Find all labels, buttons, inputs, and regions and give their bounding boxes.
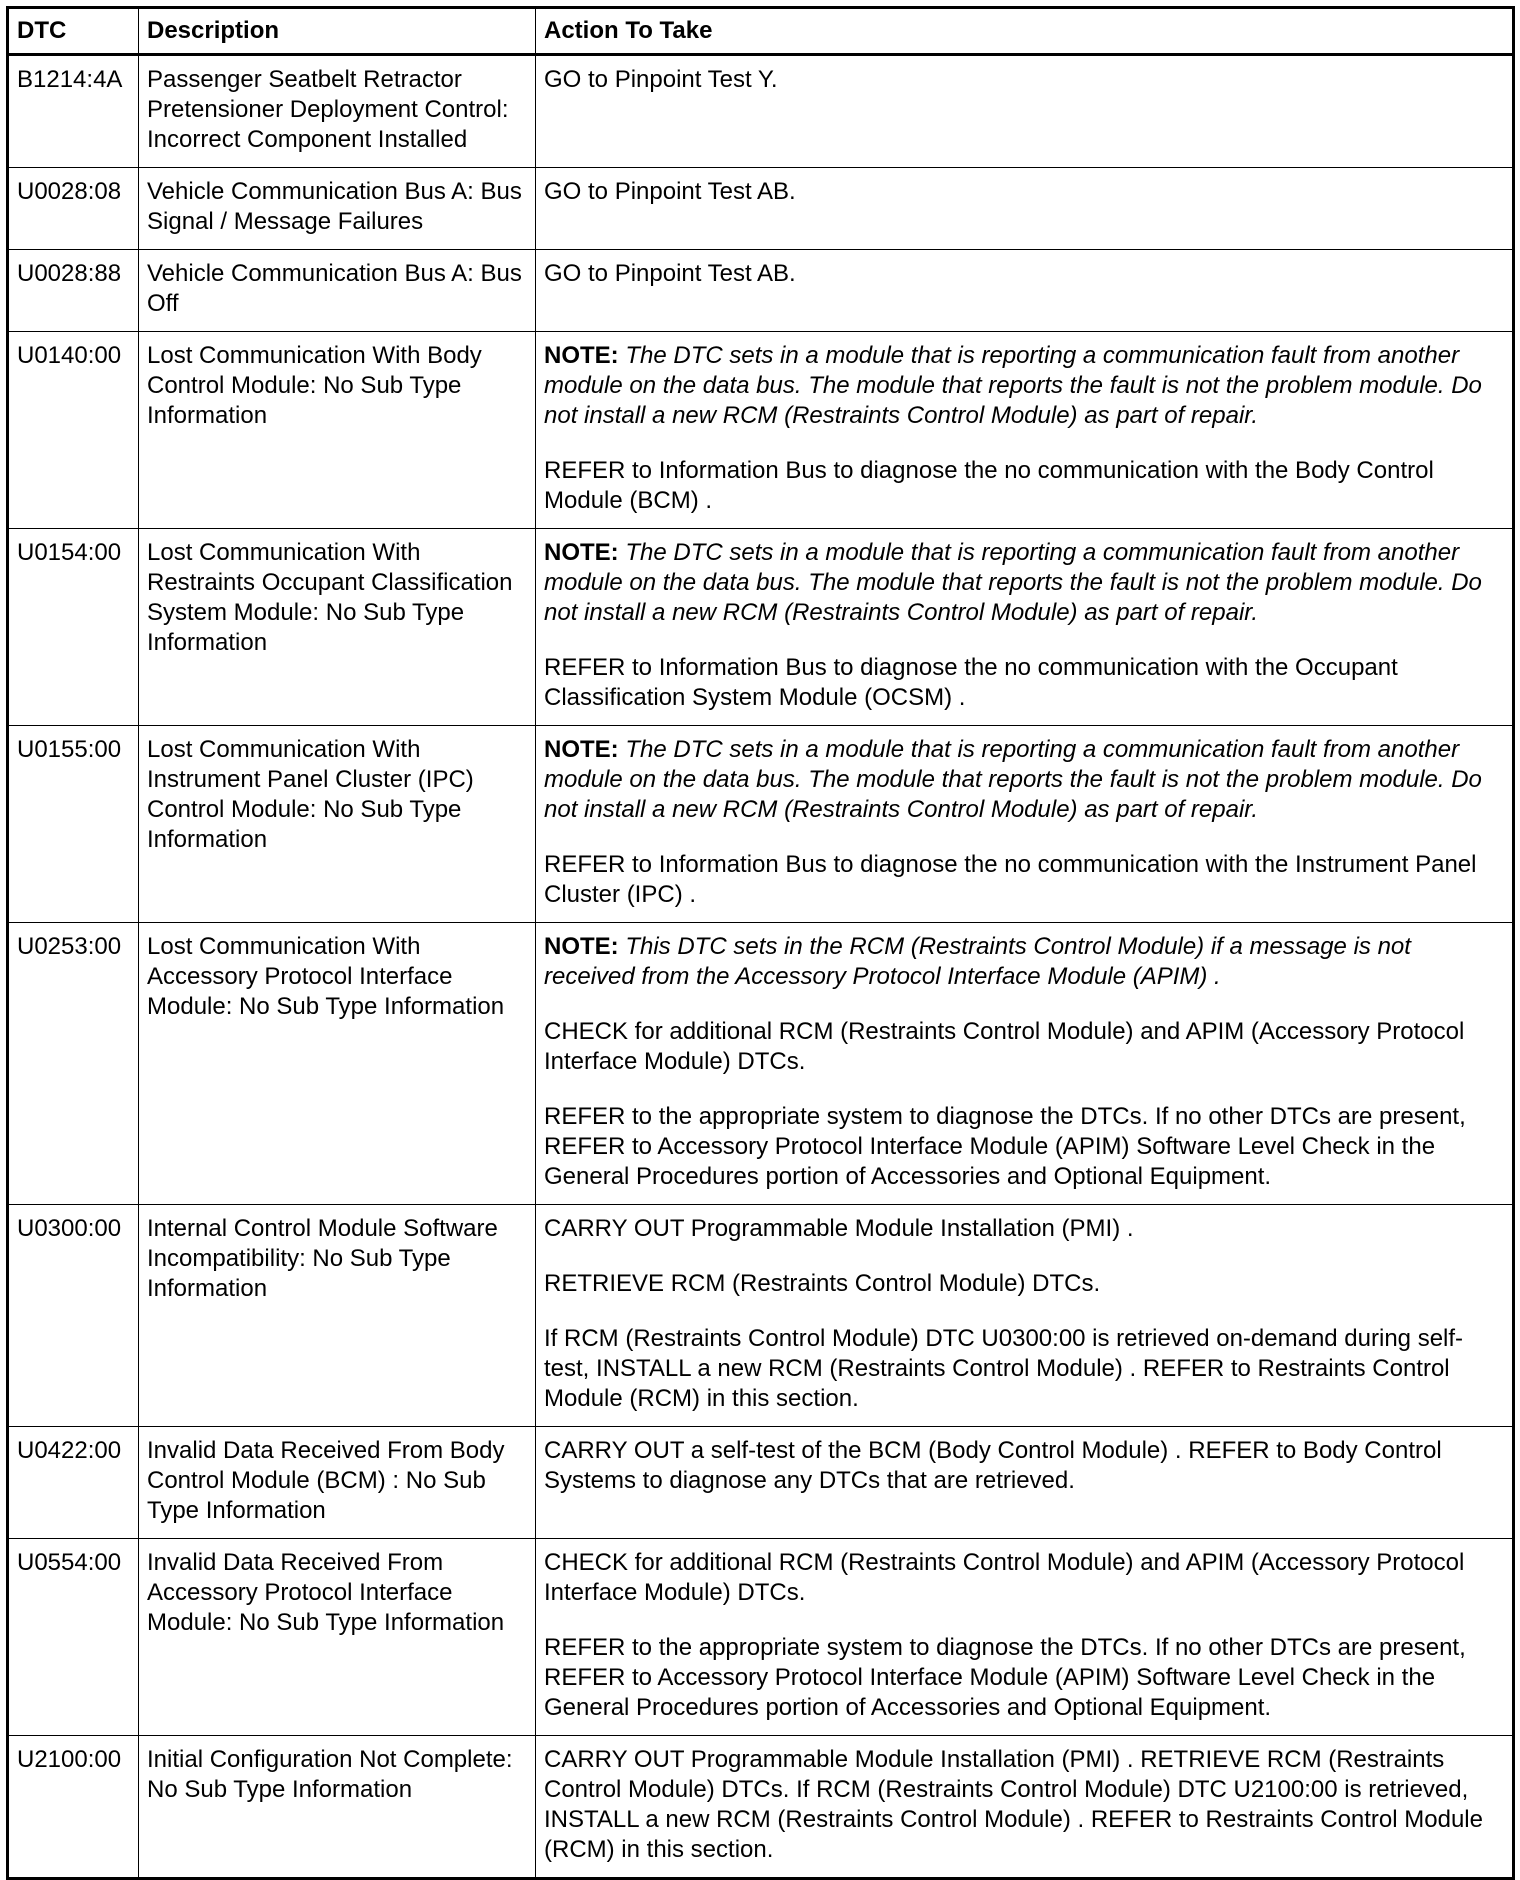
note-text: This DTC sets in the RCM (Restraints Control Module) if a message is not received from the Accessory Protocol Interface Module (APIM) .	[544, 933, 1411, 990]
note-paragraph	[544, 932, 1504, 992]
dtc-action	[536, 332, 1514, 529]
dtc-code: U0253:00	[8, 923, 139, 1205]
dtc-code: U0028:08	[8, 168, 139, 250]
action-paragraph: GO to Pinpoint Test AB.	[544, 260, 796, 287]
table-row	[8, 1427, 1514, 1539]
action-paragraph: If RCM (Restraints Control Module) DTC U0300:00 is retrieved on-demand during self-test, INSTALL a new RCM (Restraints Control Module) . REFER to Restraints Control Module (RCM) in this section.	[544, 1325, 1464, 1412]
dtc-table	[6, 6, 1515, 1880]
dtc-description: Vehicle Communication Bus A: Bus Off	[139, 250, 536, 332]
table-row	[8, 529, 1514, 726]
action-paragraph: REFER to the appropriate system to diagnose the DTCs. If no other DTCs are present, REFER to Accessory Protocol Interface Module (APIM) Software Level Check in the General Procedures portion of Accessories and Optional Equipment.	[544, 1103, 1466, 1190]
note-label: NOTE:	[544, 933, 619, 960]
dtc-action	[536, 250, 1514, 332]
action-paragraph: CARRY OUT Programmable Module Installation (PMI) . RETRIEVE RCM (Restraints Control Module) DTCs. If RCM (Restraints Control Module) DTC U2100:00 is retrieved, INSTALL a new RCM (Restraints Control Module) . REFER to Restraints Control Module (RCM) in this section.	[544, 1746, 1483, 1863]
note-label: NOTE:	[544, 736, 619, 763]
dtc-code: U0140:00	[8, 332, 139, 529]
dtc-description: Internal Control Module Software Incompatibility: No Sub Type Information	[139, 1205, 536, 1427]
table-row	[8, 726, 1514, 923]
table-row	[8, 168, 1514, 250]
dtc-action	[536, 726, 1514, 923]
dtc-code: U0554:00	[8, 1539, 139, 1736]
action-paragraph: CHECK for additional RCM (Restraints Control Module) and APIM (Accessory Protocol Interface Module) DTCs.	[544, 1018, 1465, 1075]
action-paragraph: GO to Pinpoint Test Y.	[544, 66, 778, 93]
action-paragraph: RETRIEVE RCM (Restraints Control Module) DTCs.	[544, 1270, 1101, 1297]
note-label: NOTE:	[544, 539, 619, 566]
table-row	[8, 1736, 1514, 1879]
dtc-description: Lost Communication With Accessory Protocol Interface Module: No Sub Type Information	[139, 923, 536, 1205]
dtc-action	[536, 168, 1514, 250]
note-paragraph	[544, 538, 1504, 628]
table-row	[8, 1539, 1514, 1736]
action-paragraph: GO to Pinpoint Test AB.	[544, 178, 796, 205]
column-header-action: Action To Take	[536, 8, 1514, 55]
dtc-action	[536, 1427, 1514, 1539]
action-paragraph: CARRY OUT a self-test of the BCM (Body Control Module) . REFER to Body Control Systems to diagnose any DTCs that are retrieved.	[544, 1437, 1442, 1494]
action-paragraph: CARRY OUT Programmable Module Installation (PMI) .	[544, 1215, 1134, 1242]
dtc-action	[536, 923, 1514, 1205]
table-row	[8, 250, 1514, 332]
dtc-description: Invalid Data Received From Accessory Protocol Interface Module: No Sub Type Information	[139, 1539, 536, 1736]
dtc-description: Passenger Seatbelt Retractor Pretensioner Deployment Control: Incorrect Component Installed	[139, 55, 536, 168]
table-row	[8, 1205, 1514, 1427]
action-paragraph: CHECK for additional RCM (Restraints Control Module) and APIM (Accessory Protocol Interface Module) DTCs.	[544, 1549, 1465, 1606]
dtc-description: Lost Communication With Instrument Panel Cluster (IPC) Control Module: No Sub Type Information	[139, 726, 536, 923]
dtc-code: U0155:00	[8, 726, 139, 923]
note-paragraph	[544, 735, 1504, 825]
table-body	[8, 55, 1514, 1879]
dtc-code: U2100:00	[8, 1736, 139, 1879]
action-paragraph: REFER to Information Bus to diagnose the no communication with the Body Control Module (BCM) .	[544, 457, 1434, 514]
dtc-code: B1214:4A	[8, 55, 139, 168]
dtc-code: U0154:00	[8, 529, 139, 726]
action-paragraph: REFER to the appropriate system to diagnose the DTCs. If no other DTCs are present, REFER to Accessory Protocol Interface Module (APIM) Software Level Check in the General Procedures portion of Accessories and Optional Equipment.	[544, 1634, 1466, 1721]
note-paragraph	[544, 341, 1504, 431]
dtc-code: U0300:00	[8, 1205, 139, 1427]
note-text: The DTC sets in a module that is reporting a communication fault from another module on the data bus. The module that reports the fault is not the problem module. Do not install a new RCM (Restraints Control Module) as part of repair.	[544, 342, 1482, 429]
dtc-description: Initial Configuration Not Complete: No Sub Type Information	[139, 1736, 536, 1879]
dtc-action	[536, 1736, 1514, 1879]
dtc-description: Lost Communication With Restraints Occupant Classification System Module: No Sub Type Information	[139, 529, 536, 726]
note-text: The DTC sets in a module that is reporting a communication fault from another module on the data bus. The module that reports the fault is not the problem module. Do not install a new RCM (Restraints Control Module) as part of repair.	[544, 736, 1482, 823]
dtc-description: Vehicle Communication Bus A: Bus Signal / Message Failures	[139, 168, 536, 250]
column-header-description: Description	[139, 8, 536, 55]
dtc-action	[536, 55, 1514, 168]
note-text: The DTC sets in a module that is reporting a communication fault from another module on the data bus. The module that reports the fault is not the problem module. Do not install a new RCM (Restraints Control Module) as part of repair.	[544, 539, 1482, 626]
note-label: NOTE:	[544, 342, 619, 369]
column-header-dtc: DTC	[8, 8, 139, 55]
dtc-action	[536, 529, 1514, 726]
table-row	[8, 55, 1514, 168]
table-row	[8, 332, 1514, 529]
dtc-code: U0422:00	[8, 1427, 139, 1539]
action-paragraph: REFER to Information Bus to diagnose the no communication with the Occupant Classification System Module (OCSM) .	[544, 654, 1398, 711]
dtc-description: Invalid Data Received From Body Control Module (BCM) : No Sub Type Information	[139, 1427, 536, 1539]
dtc-description: Lost Communication With Body Control Module: No Sub Type Information	[139, 332, 536, 529]
dtc-action	[536, 1205, 1514, 1427]
action-paragraph: REFER to Information Bus to diagnose the no communication with the Instrument Panel Cluster (IPC) .	[544, 851, 1477, 908]
table-row	[8, 923, 1514, 1205]
header-row	[8, 8, 1514, 55]
dtc-code: U0028:88	[8, 250, 139, 332]
dtc-action	[536, 1539, 1514, 1736]
